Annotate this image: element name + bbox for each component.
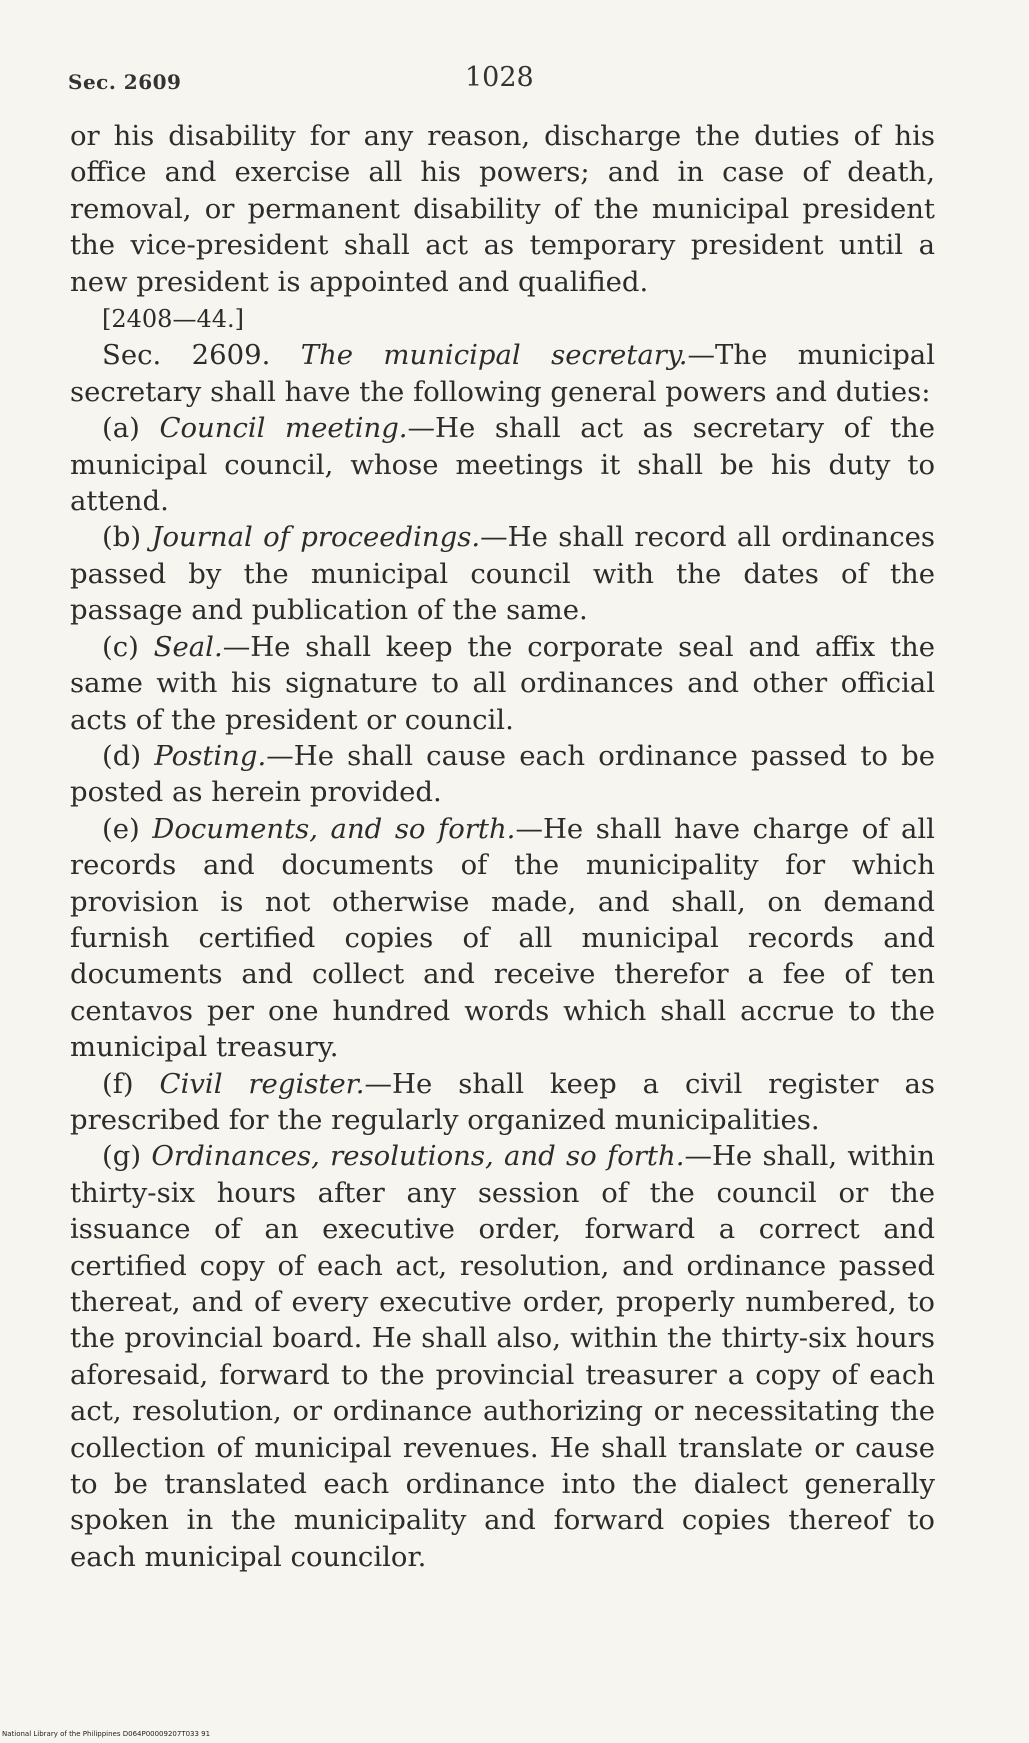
subsection-caption: Civil register. (159, 1067, 365, 1100)
subsection-caption: Documents, and so forth. (152, 812, 516, 845)
subsection-letter: (f) (102, 1067, 134, 1100)
subsection-paragraph (70, 1138, 935, 1575)
subsection-caption: Posting. (154, 739, 267, 772)
subsection-caption: Council meeting. (159, 412, 408, 445)
page-number: 1028 (465, 62, 534, 93)
paragraph-text: —The municipal secretary shall have the following general powers and duties: (70, 339, 935, 408)
paragraph-text: —He shall act as secretary of the municipal council, whose meetings it shall be his duty to attend. (70, 412, 935, 518)
paragraph-text: —He shall cause each ordinance passed to be posted as herein provided. (70, 739, 935, 809)
body-text (70, 118, 935, 1575)
subsection-letter: (g) (102, 1140, 142, 1173)
subsection-letter: (d) (102, 739, 142, 772)
subsection-paragraph (70, 519, 935, 628)
subsection-paragraph (70, 811, 935, 1066)
subsection-caption: Ordinances, resolutions, and so forth. (151, 1140, 685, 1173)
subsection-paragraph (70, 629, 935, 738)
subsection-letter: (b) (102, 521, 142, 554)
page-header (0, 62, 1029, 102)
subsection-paragraph (70, 1066, 935, 1139)
section-caption: The municipal secretary. (300, 339, 688, 372)
subsection-letter: (a) (102, 412, 140, 445)
subsection-paragraph (70, 410, 935, 519)
subsection-caption: Seal. (153, 630, 223, 663)
subsection-letter: (c) (102, 630, 139, 663)
paragraph-text: —He shall keep a civil register as prescribed for the regularly organized municipalities. (70, 1067, 935, 1136)
running-head-section: Sec. 2609 (68, 70, 182, 94)
paragraph-continuation (70, 118, 935, 300)
section-number: Sec. 2609. (102, 339, 271, 372)
paragraph-text: or his disability for any reason, discharge the duties of his office and exercise all his powers; and in case of death, removal, or permanent disability of the municipal president the vice-president shall act as temporary president until a new president is appointed and qualified. (70, 120, 935, 298)
subsection-paragraph (70, 738, 935, 811)
paragraph-text: —He shall record all ordinances passed by the municipal council with the dates of the passage and publication of the same. (70, 521, 935, 627)
scan-footer: National Library of the Philippines D064P00009207T033 91 (2, 1730, 211, 1738)
reference-text: [2408—44.] (102, 305, 244, 334)
section-paragraph (70, 337, 935, 410)
source-reference (70, 300, 935, 337)
paragraph-text: —He shall keep the corporate seal and affix the same with his signature to all ordinances and other official acts of the president or council. (70, 630, 935, 736)
subsection-letter: (e) (102, 812, 140, 845)
subsection-caption: Journal of proceedings. (151, 521, 481, 554)
paragraph-text: —He shall have charge of all records and documents of the municipality for which provision is not otherwise made, and shall, on demand furnish certified copies of all municipal records and documents and collect and receive therefor a fee of ten centavos per one hundred words which shall accrue to the municipal treasury. (70, 812, 935, 1064)
paragraph-text: —He shall, within thirty-six hours after any session of the council or the issuance of an executive order, forward a correct and certified copy of each act, resolution, and ordinance passed thereat, and of every executive order, properly numbered, to the provincial board. He shall also, within the thirty-six hours aforesaid, forward to the provincial treasurer a copy of each act, resolution, or ordinance authorizing or necessitating the collection of municipal revenues. He shall translate or cause to be translated each ordinance into the dialect generally spoken in the municipality and forward copies thereof to each municipal councilor. (70, 1140, 935, 1573)
